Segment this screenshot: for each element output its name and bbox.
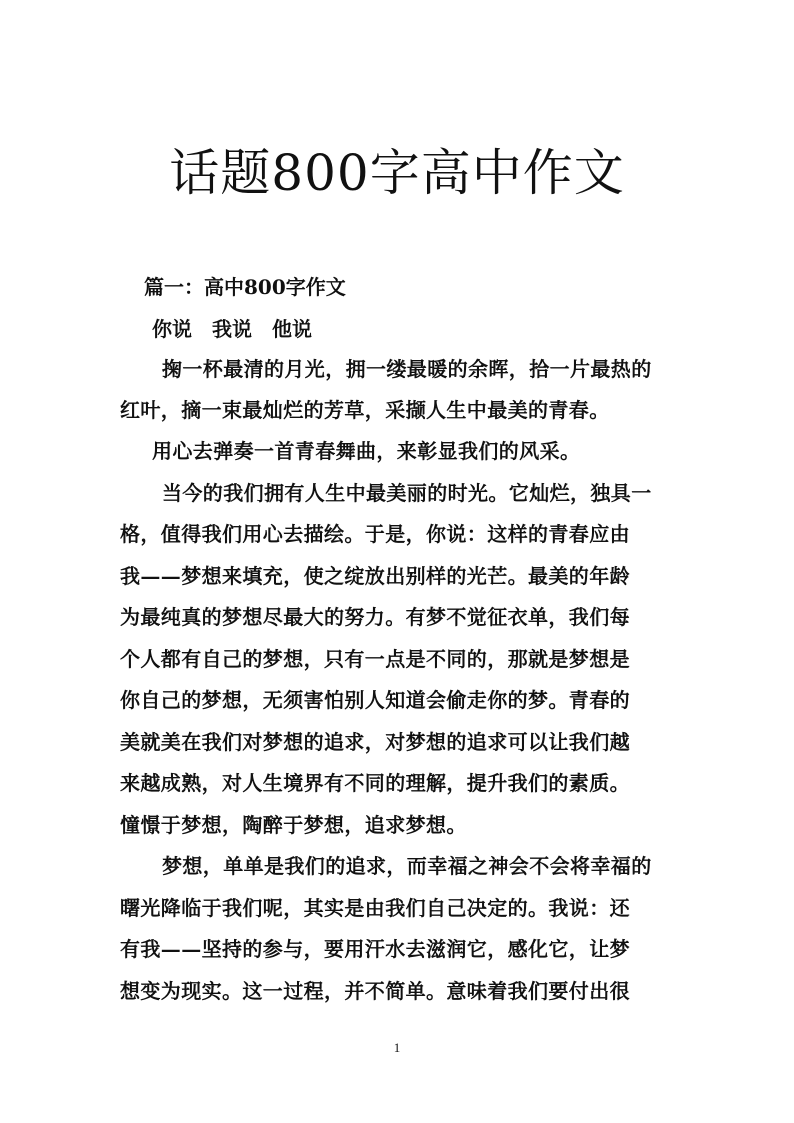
document-title: 话题800字高中作文 bbox=[169, 144, 625, 202]
body-line: 格，值得我们用心去描绘。于是，你说：这样的青春应由 bbox=[120, 522, 630, 546]
body-line: 掬一杯最清的月光，拥一缕最暖的余晖，拾一片最热的 bbox=[162, 357, 652, 381]
body-line: 当今的我们拥有人生中最美丽的时光。它灿烂，独具一 bbox=[162, 481, 652, 505]
body-line: 想变为现实。这一过程，并不简单。意味着我们要付出很 bbox=[120, 979, 630, 1003]
body-line: 梦想，单单是我们的追求，而幸福之神会不会将幸福的 bbox=[162, 854, 652, 878]
body-line: 有我——坚持的参与，要用汗水去滋润它，感化它，让梦 bbox=[120, 937, 630, 961]
body-line: 用心去弹奏一首青春舞曲，来彰显我们的风采。 bbox=[152, 439, 581, 463]
essay-title: 你说 我说 他说 bbox=[152, 317, 312, 341]
body-line: 憧憬于梦想，陶醉于梦想，追求梦想。 bbox=[120, 813, 467, 837]
body-line: 为最纯真的梦想尽最大的努力。有梦不觉征衣单，我们每 bbox=[120, 605, 630, 629]
section-heading: 篇一：高中800字作文 bbox=[144, 275, 346, 299]
body-line: 个人都有自己的梦想，只有一点是不同的，那就是梦想是 bbox=[120, 647, 630, 671]
body-line: 我——梦想来填充，使之绽放出别样的光芒。最美的年龄 bbox=[120, 564, 630, 588]
body-line: 曙光降临于我们呢，其实是由我们自己决定的。我说：还 bbox=[120, 896, 630, 920]
body-line: 美就美在我们对梦想的追求，对梦想的追求可以让我们越 bbox=[120, 730, 630, 754]
page-number: 1 bbox=[393, 1040, 401, 1055]
body-line: 红叶，摘一束最灿烂的芳草，采撷人生中最美的青春。 bbox=[120, 398, 610, 422]
body-line: 你自己的梦想，无须害怕别人知道会偷走你的梦。青春的 bbox=[120, 688, 630, 712]
body-line: 来越成熟，对人生境界有不同的理解，提升我们的素质。 bbox=[120, 771, 630, 795]
